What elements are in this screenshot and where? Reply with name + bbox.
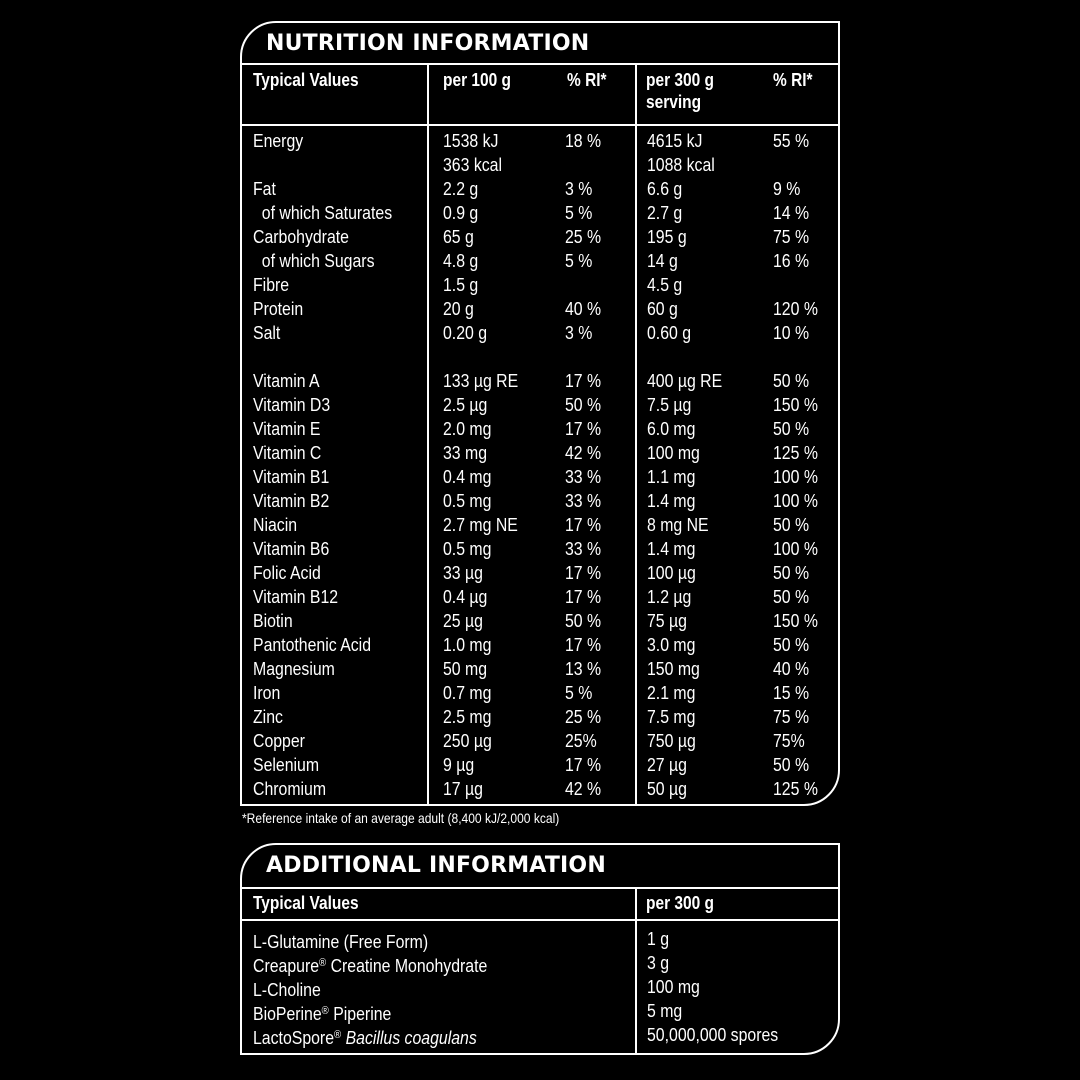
per-100g-value: 17 µg xyxy=(443,779,483,799)
nutrition-row xyxy=(242,609,838,633)
per-100g-value: 0.4 mg xyxy=(443,467,492,487)
nutrient-name: Folic Acid xyxy=(253,563,321,583)
ri-100g-value: 5 % xyxy=(565,203,593,223)
ingredient-name xyxy=(253,975,321,1002)
nutrition-information-panel xyxy=(240,21,840,806)
nutrient-name: Salt xyxy=(253,323,281,343)
nutrition-row xyxy=(242,153,838,177)
per-300g-value: 195 g xyxy=(647,227,687,247)
ri-100g-value: 3 % xyxy=(565,179,593,199)
title-divider xyxy=(242,63,838,65)
nutrient-name: Vitamin D3 xyxy=(253,395,331,415)
per-300g-value: 27 µg xyxy=(647,755,687,775)
nutrition-row xyxy=(242,225,838,249)
ri-100g-value: 33 % xyxy=(565,539,602,559)
ri-100g-value: 17 % xyxy=(565,371,602,391)
per-100g-value: 2.0 mg xyxy=(443,419,492,439)
per-300g-value: 6.6 g xyxy=(647,179,683,199)
per-300g-value: 7.5 µg xyxy=(647,395,692,415)
ri-100g-value: 17 % xyxy=(565,587,602,607)
header-per-300g-line1: per 300 g xyxy=(646,70,714,90)
nutrition-row xyxy=(242,393,838,417)
ri-300g-value: 14 % xyxy=(773,203,810,223)
header-divider xyxy=(242,124,838,126)
nutrient-name: Energy xyxy=(253,131,304,151)
header-per-100g: per 100 g xyxy=(443,70,511,90)
nutrient-name: Vitamin E xyxy=(253,419,321,439)
nutrition-row xyxy=(242,177,838,201)
ingredient-species: Bacillus coagulans xyxy=(345,1028,477,1048)
additional-rows xyxy=(242,927,838,1047)
ri-300g-value: 16 % xyxy=(773,251,810,271)
ingredient-amount: 1 g xyxy=(647,929,670,949)
ri-300g-value: 50 % xyxy=(773,371,810,391)
ri-300g-value: 50 % xyxy=(773,515,810,535)
per-100g-value: 363 kcal xyxy=(443,155,503,175)
header-per-300g-line2: serving xyxy=(646,92,702,112)
ri-100g-value: 50 % xyxy=(565,611,602,631)
header-ri-300g: % RI* xyxy=(773,70,813,90)
per-300g-value: 6.0 mg xyxy=(647,419,696,439)
ri-300g-value: 50 % xyxy=(773,755,810,775)
nutrition-row xyxy=(242,705,838,729)
per-100g-value: 9 µg xyxy=(443,755,475,775)
nutrition-row xyxy=(242,369,838,393)
nutrition-row xyxy=(242,345,838,369)
ri-100g-value: 17 % xyxy=(565,419,602,439)
ingredient-descriptor: Piperine xyxy=(328,1004,392,1024)
per-300g-value: 100 µg xyxy=(647,563,696,583)
nutrition-row xyxy=(242,321,838,345)
nutrition-row xyxy=(242,129,838,153)
per-100g-value: 0.7 mg xyxy=(443,683,492,703)
nutrition-row xyxy=(242,537,838,561)
nutrition-row xyxy=(242,297,838,321)
ri-300g-value: 125 % xyxy=(773,779,818,799)
ingredient-amount: 5 mg xyxy=(647,1001,683,1021)
per-300g-value: 4.5 g xyxy=(647,275,683,295)
additional-row xyxy=(242,1023,838,1047)
ingredient-amount: 3 g xyxy=(647,953,670,973)
per-300g-value: 14 g xyxy=(647,251,678,271)
ingredient-brand: LactoSpore xyxy=(253,1028,335,1048)
nutrition-row xyxy=(242,489,838,513)
additional-row xyxy=(242,951,838,975)
additional-row xyxy=(242,975,838,999)
nutrient-name: Vitamin A xyxy=(253,371,320,391)
per-300g-value: 50 µg xyxy=(647,779,687,799)
ri-100g-value: 17 % xyxy=(565,563,602,583)
nutrition-row xyxy=(242,681,838,705)
ri-300g-value: 100 % xyxy=(773,491,818,511)
nutrition-row xyxy=(242,465,838,489)
ingredient-brand: Creapure xyxy=(253,956,320,976)
ri-100g-value: 17 % xyxy=(565,635,602,655)
ri-300g-value: 150 % xyxy=(773,611,818,631)
per-300g-value: 2.7 g xyxy=(647,203,683,223)
ri-300g-value: 100 % xyxy=(773,539,818,559)
ri-300g-value: 75 % xyxy=(773,227,810,247)
ri-300g-value: 125 % xyxy=(773,443,818,463)
nutrient-name: Protein xyxy=(253,299,304,319)
nutrient-name: Vitamin B12 xyxy=(253,587,339,607)
nutrient-name: Fibre xyxy=(253,275,290,295)
nutrition-rows xyxy=(242,129,838,801)
nutrition-row xyxy=(242,657,838,681)
per-300g-value: 1.4 mg xyxy=(647,539,696,559)
ingredient-name xyxy=(253,999,391,1026)
ri-300g-value: 50 % xyxy=(773,587,810,607)
additional-title: ADDITIONAL INFORMATION xyxy=(266,853,606,878)
nutrition-row xyxy=(242,417,838,441)
per-300g-value: 750 µg xyxy=(647,731,696,751)
ingredient-brand: BioPerine xyxy=(253,1004,322,1024)
ri-300g-value: 50 % xyxy=(773,635,810,655)
per-300g-value: 1.4 mg xyxy=(647,491,696,511)
header-typical-values: Typical Values xyxy=(253,70,359,90)
nutrition-row xyxy=(242,753,838,777)
nutrient-name: Copper xyxy=(253,731,305,751)
ri-300g-value: 10 % xyxy=(773,323,810,343)
ri-100g-value: 5 % xyxy=(565,251,593,271)
nutrient-name: of which Sugars xyxy=(261,251,375,271)
per-100g-value: 250 µg xyxy=(443,731,492,751)
additional-row xyxy=(242,927,838,951)
ri-100g-value: 18 % xyxy=(565,131,602,151)
per-300g-value: 4615 kJ xyxy=(647,131,703,151)
per-100g-value: 1.0 mg xyxy=(443,635,492,655)
nutrition-row xyxy=(242,561,838,585)
ingredient-descriptor: Creatine Monohydrate xyxy=(326,956,488,976)
per-100g-value: 0.9 g xyxy=(443,203,479,223)
ri-100g-value: 13 % xyxy=(565,659,602,679)
additional-header-typical: Typical Values xyxy=(253,893,359,913)
nutrient-name: Vitamin C xyxy=(253,443,322,463)
per-300g-value: 2.1 mg xyxy=(647,683,696,703)
ingredient-amount: 100 mg xyxy=(647,977,700,997)
ri-100g-value: 33 % xyxy=(565,467,602,487)
nutrient-name: Niacin xyxy=(253,515,298,535)
per-300g-value: 1.2 µg xyxy=(647,587,692,607)
ri-100g-value: 42 % xyxy=(565,779,602,799)
per-300g-value: 1.1 mg xyxy=(647,467,696,487)
additional-header-divider xyxy=(242,919,838,921)
per-100g-value: 2.5 mg xyxy=(443,707,492,727)
ingredient-brand: L-Glutamine (Free Form) xyxy=(253,932,429,952)
per-100g-value: 20 g xyxy=(443,299,474,319)
nutrition-row xyxy=(242,585,838,609)
ri-100g-value: 17 % xyxy=(565,755,602,775)
nutrition-row xyxy=(242,729,838,753)
per-300g-value: 8 mg NE xyxy=(647,515,709,535)
per-100g-value: 65 g xyxy=(443,227,474,247)
ingredient-brand: L-Choline xyxy=(253,980,321,1000)
ri-100g-value: 25% xyxy=(565,731,597,751)
per-100g-value: 2.7 mg NE xyxy=(443,515,518,535)
per-100g-value: 0.5 mg xyxy=(443,539,492,559)
nutrition-row xyxy=(242,513,838,537)
ri-300g-value: 50 % xyxy=(773,563,810,583)
nutrient-name: Selenium xyxy=(253,755,320,775)
additional-header-per-300g: per 300 g xyxy=(646,893,714,913)
nutrition-row xyxy=(242,249,838,273)
ri-300g-value: 75% xyxy=(773,731,805,751)
registered-mark: ® xyxy=(321,1005,329,1017)
ri-300g-value: 150 % xyxy=(773,395,818,415)
per-300g-value: 400 µg RE xyxy=(647,371,723,391)
per-100g-value: 25 µg xyxy=(443,611,483,631)
ri-100g-value: 25 % xyxy=(565,707,602,727)
ri-100g-value: 5 % xyxy=(565,683,593,703)
ri-100g-value: 3 % xyxy=(565,323,593,343)
per-300g-value: 100 mg xyxy=(647,443,700,463)
header-per-300g xyxy=(646,69,714,113)
nutrition-row xyxy=(242,777,838,801)
per-100g-value: 0.20 g xyxy=(443,323,488,343)
nutrient-name: Magnesium xyxy=(253,659,335,679)
nutrient-name: Vitamin B6 xyxy=(253,539,330,559)
nutrition-row xyxy=(242,273,838,297)
ingredient-name xyxy=(253,951,487,978)
per-300g-value: 60 g xyxy=(647,299,678,319)
additional-information-panel xyxy=(240,843,840,1055)
per-100g-value: 0.5 mg xyxy=(443,491,492,511)
ri-100g-value: 42 % xyxy=(565,443,602,463)
additional-title-divider xyxy=(242,887,838,889)
per-100g-value: 0.4 µg xyxy=(443,587,488,607)
additional-row xyxy=(242,999,838,1023)
per-100g-value: 50 mg xyxy=(443,659,488,679)
nutrient-name: Zinc xyxy=(253,707,283,727)
nutrition-row xyxy=(242,201,838,225)
per-300g-value: 75 µg xyxy=(647,611,687,631)
reference-intake-footnote: *Reference intake of an average adult (8,400 kJ/2,000 kcal) xyxy=(242,810,560,826)
per-300g-value: 0.60 g xyxy=(647,323,692,343)
nutrient-name: Iron xyxy=(253,683,281,703)
nutrient-name: Biotin xyxy=(253,611,293,631)
ri-100g-value: 33 % xyxy=(565,491,602,511)
ri-300g-value: 15 % xyxy=(773,683,810,703)
nutrition-row xyxy=(242,441,838,465)
per-100g-value: 33 µg xyxy=(443,563,483,583)
nutrient-name: Fat xyxy=(253,179,276,199)
registered-mark: ® xyxy=(319,957,327,969)
nutrient-name: Vitamin B1 xyxy=(253,467,330,487)
ri-300g-value: 50 % xyxy=(773,419,810,439)
per-100g-value: 2.5 µg xyxy=(443,395,488,415)
per-300g-value: 7.5 mg xyxy=(647,707,696,727)
nutrient-name: Pantothenic Acid xyxy=(253,635,372,655)
per-100g-value: 2.2 g xyxy=(443,179,479,199)
per-100g-value: 33 mg xyxy=(443,443,488,463)
per-300g-value: 150 mg xyxy=(647,659,700,679)
ri-300g-value: 75 % xyxy=(773,707,810,727)
ingredient-amount: 50,000,000 spores xyxy=(647,1025,779,1045)
registered-mark: ® xyxy=(334,1029,342,1041)
ri-300g-value: 9 % xyxy=(773,179,801,199)
ri-100g-value: 40 % xyxy=(565,299,602,319)
per-300g-value: 3.0 mg xyxy=(647,635,696,655)
ingredient-name xyxy=(253,927,428,954)
ri-300g-value: 55 % xyxy=(773,131,810,151)
nutrient-name: of which Saturates xyxy=(261,203,393,223)
per-100g-value: 133 µg RE xyxy=(443,371,519,391)
ri-300g-value: 120 % xyxy=(773,299,818,319)
nutrient-name: Carbohydrate xyxy=(253,227,349,247)
ri-300g-value: 40 % xyxy=(773,659,810,679)
per-100g-value: 1538 kJ xyxy=(443,131,499,151)
ri-100g-value: 50 % xyxy=(565,395,602,415)
ri-100g-value: 17 % xyxy=(565,515,602,535)
nutrition-row xyxy=(242,633,838,657)
ingredient-name xyxy=(253,1023,477,1050)
ri-300g-value: 100 % xyxy=(773,467,818,487)
ri-100g-value: 25 % xyxy=(565,227,602,247)
header-ri-100g: % RI* xyxy=(567,70,607,90)
per-300g-value: 1088 kcal xyxy=(647,155,715,175)
per-100g-value: 1.5 g xyxy=(443,275,479,295)
nutrient-name: Chromium xyxy=(253,779,327,799)
nutrient-name: Vitamin B2 xyxy=(253,491,330,511)
per-100g-value: 4.8 g xyxy=(443,251,479,271)
nutrition-title: NUTRITION INFORMATION xyxy=(266,31,590,56)
